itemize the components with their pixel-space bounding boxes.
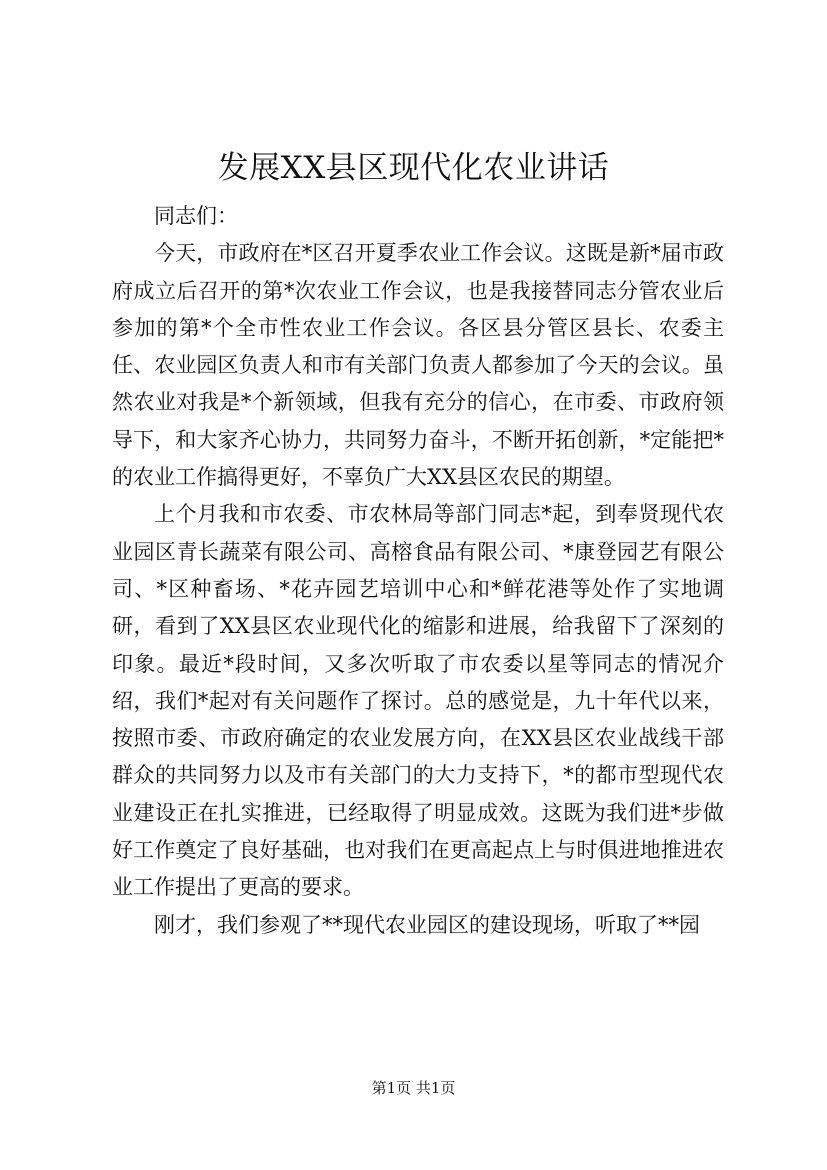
document-body xyxy=(112,198,724,944)
paragraph-1: 今天，市政府在*区召开夏季农业工作会议。这既是新*届市政府成立后召开的第*次农业工作会议，也是我接替同志分管农业后参加的第*个全市性农业工作会议。各区县分管区县长、农委主任、农业园区负责人和市有关部门负责人都参加了今天的会议。虽然农业对我是*个新领域，但我有充分的信心，在市委、市政府领导下，和大家齐心协力，共同努力奋斗，不断开拓创新，*定能把*的农业工作搞得更好，不辜负广大XX县区农民的期望。 xyxy=(112,241,724,490)
salutation: 同志们： xyxy=(154,204,238,228)
page-footer: 第1页 共1页 xyxy=(371,1079,456,1097)
document-title: 发展XX县区现代化农业讲话 xyxy=(217,150,610,186)
paragraph-2: 上个月我和市农委、市农林局等部门同志*起，到奉贤现代农业园区青长蔬菜有限公司、高榕食品有限公司、*康登园艺有限公司、*区种畜场、*花卉园艺培训中心和*鲜花港等处作了实地调研，看到了XX县区农业现代化的缩影和进展，给我留下了深刻的印象。最近*段时间，又多次听取了市农委以星等同志的情况介绍，我们*起对有关问题作了探讨。总的感觉是，九十年代以来，按照市委、市政府确定的农业发展方向，在XX县区农业战线干部群众的共同努力以及市有关部门的大力支持下，*的都市型现代农业建设正在扎实推进，已经取得了明显成效。这既为我们进*步做好工作奠定了良好基础，也对我们在更高起点上与时俱进地推进农业工作提出了更高的要求。 xyxy=(112,502,724,900)
paragraph-3: 刚才，我们参观了**现代农业园区的建设现场，听取了**园 xyxy=(154,912,700,937)
